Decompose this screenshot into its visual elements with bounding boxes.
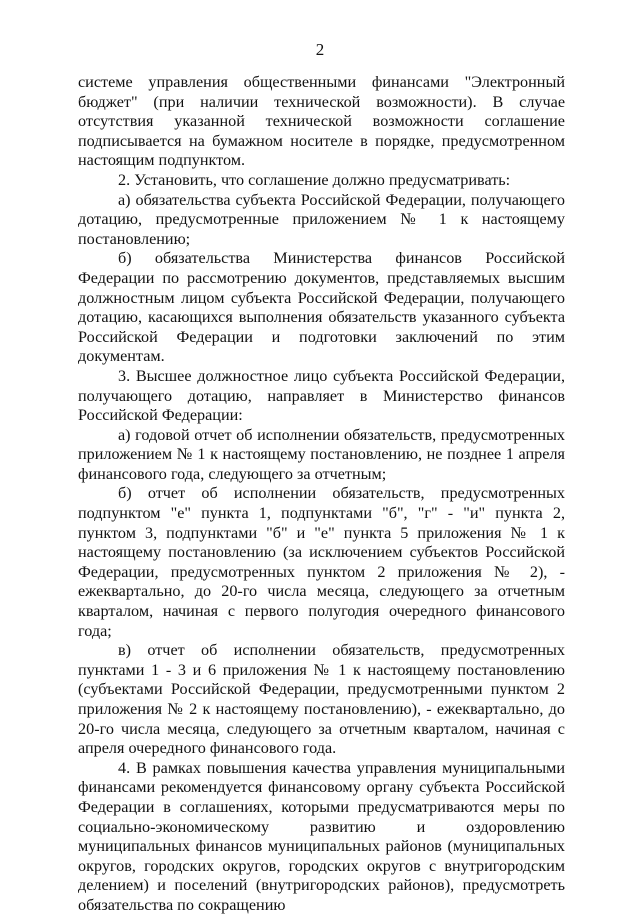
paragraph-item-2a: а) обязательства субъекта Российской Федерации, получающего дотацию, предусмотренные приложением № 1 к настоящему постановлению;: [78, 190, 565, 248]
paragraph-continuation: системе управления общественными финансами "Электронный бюджет" (при наличии технической возможности). В случае отсутствия указанной технической возможности соглашение подписывается на бумажном носителе в порядке, предусмотренном настоящим подпунктом.: [78, 73, 565, 170]
paragraph-item-3: 3. Высшее должностное лицо субъекта Российской Федерации, получающего дотацию, направляет в Министерство финансов Российской Федерации:: [78, 366, 565, 425]
page-number: 2: [315, 40, 325, 59]
document-body: [78, 73, 565, 916]
paragraph-item-3v: в) отчет об исполнении обязательств, предусмотренных пунктами 1 - 3 и 6 приложения № 1 к настоящему постановлению (субъектами Российской Федерации, предусмотренными пунктом 2 приложения № 2 к настоящему постановлению), - ежеквартально, до 20-го числа месяца, следующего за отчетным кварталом, начиная с апреля очередного финансового года.: [78, 641, 565, 758]
paragraph-item-4: 4. В рамках повышения качества управления муниципальными финансами рекомендуется финансовому органу субъекта Российской Федерации в соглашениях, которыми предусматриваются меры по социально-экономическому развитию и оздоровлению муниципальных финансов муниципальных районов (муниципальных округов, городских округов, городских округов с внутригородским делением) и поселений (внутригородских районов), предусмотреть обязательства по сокращению: [78, 758, 565, 914]
paragraph-item-3a: а) годовой отчет об исполнении обязательств, предусмотренных приложением № 1 к настоящему постановлению, не позднее 1 апреля финансового года, следующего за отчетным;: [78, 425, 565, 483]
paragraph-item-2b: б) обязательства Министерства финансов Российской Федерации по рассмотрению документов, представляемых высшим должностным лицом субъекта Российской Федерации, получающего дотацию, касающихся выполнения обязательств указанного субъекта Российской Федерации и подготовки заключений по этим документам.: [78, 249, 565, 366]
paragraph-item-2: 2. Установить, что соглашение должно предусматривать:: [118, 170, 511, 189]
paragraph-item-3b: б) отчет об исполнении обязательств, предусмотренных подпунктом "е" пункта 1, подпунктами "б", "г" - "и" пункта 2, пунктом 3, подпунктами "б" и "е" пункта 5 приложения № 1 к настоящему постановлению (за исключением субъектов Российской Федерации, предусмотренных пунктом 2 приложения № 2), - ежеквартально, до 20-го числа месяца, следующего за отчетным кварталом, начиная с первого полугодия очередного финансового года;: [78, 484, 565, 640]
